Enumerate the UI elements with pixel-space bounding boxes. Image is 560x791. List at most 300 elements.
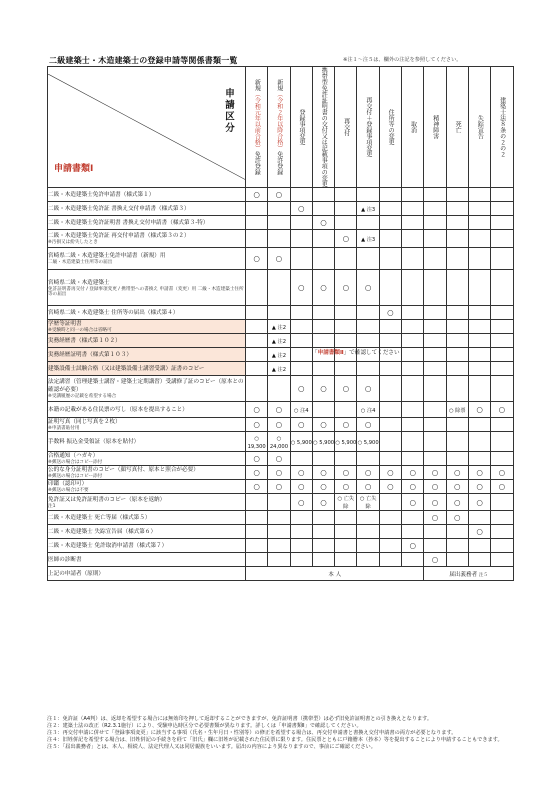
document-table [47, 66, 514, 581]
mark-cell [268, 334, 290, 348]
mark-cell [312, 216, 334, 230]
mark-cell [357, 376, 379, 402]
row-sub-note: ※郵送の場合はコピー添付 [48, 460, 103, 465]
mark-cell [335, 362, 357, 376]
mark-cell [335, 216, 357, 230]
mark-value: ○ [253, 482, 260, 491]
mark-value: ○ 5,900 [357, 439, 379, 446]
top-note: ※注１～注５は、欄外の注記を参照してください。 [343, 57, 462, 63]
section-title: 申請書類Ⅰ [54, 164, 94, 174]
mark-cell [379, 466, 401, 480]
mark-cell [312, 418, 334, 432]
reference-suffix: 」で確認してください [343, 350, 400, 356]
mark-cell [468, 539, 490, 553]
row-label-text: 実務経歴証明書（様式第１０３） [48, 351, 132, 358]
mark-cell [446, 306, 468, 320]
mark-cell [357, 511, 379, 525]
mark-cell [335, 202, 357, 216]
mark-value: ○ [364, 482, 372, 491]
mark-cell [290, 452, 312, 466]
mark-cell [402, 188, 424, 202]
mark-cell [357, 539, 379, 553]
mark-cell [312, 466, 334, 480]
mark-cell [357, 248, 379, 270]
mark-cell [246, 539, 268, 553]
mark-cell [491, 418, 513, 432]
mark-value: ○ [342, 468, 350, 477]
mark-cell [312, 553, 334, 567]
row-label-text: 二級・木造建築士 免許取消申請書（様式第７） [48, 542, 168, 549]
mark-cell [268, 306, 290, 320]
mark-cell [290, 306, 312, 320]
mark-value: ○ [387, 308, 394, 317]
mark-cell [468, 432, 490, 452]
column-header-text: 住所等の変更 [387, 109, 395, 145]
mark-cell [446, 525, 468, 539]
mark-value: ○ [431, 497, 439, 507]
mark-value: ○ [297, 420, 305, 429]
column-header-text: 失踪宣告 [476, 115, 484, 139]
mark-cell [402, 466, 424, 480]
table-row [48, 402, 514, 418]
mark-value: ○ [297, 468, 305, 477]
mark-value: ○ [320, 283, 327, 292]
mark-cell [357, 418, 379, 432]
mark-cell [379, 376, 401, 402]
footnote: 注３：再交付申請に併せて「登録事項変更」に該当する事項（氏名・生年月日・性別等）の修正を希望する場合は、再交付申請書と書換え交付申請書の両方が必要となります。 [47, 730, 457, 736]
footnote: 注１：免許証（A4判）は、返却を希望する場合には無効印を押して返却することができますが、免許証明書（携帯型）は必ず旧免許証明書との引き換えとなります。 [47, 716, 433, 722]
mark-value: ○ [253, 468, 260, 477]
mark-cell [491, 270, 513, 306]
table-row [48, 202, 514, 216]
mark-cell [246, 494, 268, 511]
row-label [48, 480, 246, 494]
mark-cell [402, 306, 424, 320]
mark-cell [335, 402, 357, 418]
mark-cell [357, 402, 379, 418]
mark-cell [268, 188, 290, 202]
mark-cell [335, 376, 357, 402]
mark-cell [335, 230, 357, 248]
mark-cell [268, 320, 290, 334]
mark-cell [424, 334, 446, 348]
mark-value: ○ [454, 482, 461, 491]
column-header-text: 再交付 [342, 118, 350, 136]
mark-cell [468, 511, 490, 525]
mark-cell [402, 511, 424, 525]
mark-cell [491, 376, 513, 402]
mark-cell [468, 248, 490, 270]
mark-cell [424, 402, 446, 418]
mark-cell [402, 202, 424, 216]
mark-cell [446, 362, 468, 376]
mark-cell [268, 270, 290, 306]
row-label-text: 実務経歴書（様式第１０２） [48, 337, 121, 344]
mark-value: ○ 除票 [449, 407, 466, 414]
mark-cell [446, 452, 468, 466]
column-header-text: 取消 [409, 121, 417, 133]
mark-cell [335, 525, 357, 539]
mark-value: ○ [431, 555, 439, 564]
mark-cell [491, 480, 513, 494]
row-label [48, 432, 246, 452]
mark-cell [379, 362, 401, 376]
mark-cell [290, 320, 312, 334]
mark-value: ○ [409, 482, 416, 491]
mark-value: ○ [454, 497, 461, 507]
row-label-text: 宮崎県二級・木造建築士免許申請書（新規）用 [48, 253, 166, 259]
mark-cell [312, 480, 334, 494]
table-row [48, 466, 514, 480]
row-label-text: 二級・木造建築士 失踪宣告届（様式第６） [48, 528, 157, 535]
mark-cell [468, 348, 490, 362]
row-label [48, 306, 246, 320]
mark-cell [290, 418, 312, 432]
mark-cell [290, 188, 312, 202]
mark-value: ○ 5,900 [290, 439, 312, 446]
mark-cell [335, 320, 357, 334]
table-row [48, 362, 514, 376]
mark-value: ○ [431, 482, 439, 491]
table-row [48, 230, 514, 248]
column-header [468, 67, 490, 188]
column-header-text: 新規 [253, 79, 261, 91]
mark-cell [446, 494, 468, 511]
mark-cell [268, 202, 290, 216]
table-row [48, 348, 514, 362]
mark-cell [424, 376, 446, 402]
mark-cell [424, 188, 446, 202]
column-header [446, 67, 468, 188]
row-label [48, 511, 246, 525]
mark-cell [424, 230, 446, 248]
mark-cell [424, 525, 446, 539]
mark-cell [246, 432, 268, 452]
mark-value: ○ [476, 405, 483, 414]
mark-value: ○ [275, 190, 283, 199]
mark-cell [357, 188, 379, 202]
mark-cell [357, 553, 379, 567]
mark-cell [268, 525, 290, 539]
mark-cell [379, 525, 401, 539]
mark-cell [335, 248, 357, 270]
mark-cell [312, 334, 334, 348]
mark-cell [424, 202, 446, 216]
column-header [312, 67, 334, 188]
mark-cell [446, 418, 468, 432]
mark-cell [312, 432, 334, 452]
mark-cell [246, 202, 268, 216]
mark-cell [357, 334, 379, 348]
applicant-self: 本 人 [246, 567, 424, 581]
mark-value: ○ [320, 218, 327, 227]
column-header [379, 67, 401, 188]
row-label [48, 452, 246, 466]
mark-value: ○ 亡失除 [359, 496, 377, 510]
mark-cell [335, 188, 357, 202]
mark-value: ○ [275, 468, 283, 477]
footnotes [47, 716, 513, 751]
mark-value: ▲ 注2 [271, 338, 287, 345]
mark-cell [446, 348, 468, 362]
row-label [48, 553, 246, 567]
mark-cell [335, 494, 357, 511]
mark-cell [290, 216, 312, 230]
mark-cell [446, 270, 468, 306]
mark-value: ○ [275, 254, 283, 263]
row-label-text: 公的な身分証明書のコピー（顔写真付、原本と照合が必要） [48, 467, 199, 473]
mark-cell [246, 216, 268, 230]
row-label [48, 334, 246, 348]
mark-cell [491, 362, 513, 376]
row-label [48, 188, 246, 202]
mark-cell [357, 466, 379, 480]
mark-cell [468, 188, 490, 202]
mark-cell [402, 320, 424, 334]
mark-cell [402, 348, 424, 362]
footnote: 注２：建築士法の改正（R2.3.1施行）により、受験申込時区分で必要書類が異なります。詳しくは「申請書類Ⅱ」で確認してください。 [47, 723, 362, 729]
mark-cell [268, 418, 290, 432]
mark-value: ○ [253, 405, 260, 414]
mark-value: ○ [275, 405, 283, 414]
table-row [48, 480, 514, 494]
column-header-red-text: （令和２年以降合格） [275, 91, 283, 151]
mark-cell [402, 432, 424, 452]
mark-cell [312, 494, 334, 511]
column-header-text-post: 免許登録 [253, 151, 261, 175]
mark-cell [357, 480, 379, 494]
mark-cell [246, 511, 268, 525]
mark-cell [246, 525, 268, 539]
mark-value: ○ 5,900 [313, 439, 335, 446]
column-header-text-post: 免許登録 [275, 151, 283, 175]
mark-cell [402, 525, 424, 539]
table-row [48, 511, 514, 525]
footnote: 注５：「届出義務者」とは、本人、相続人、法定代理人又は同居親族をいいます。届出の内容により異なりますので、事前にご確認ください。 [47, 744, 376, 750]
row-label [48, 362, 246, 376]
mark-value: ○ [253, 420, 260, 429]
mark-cell [379, 248, 401, 270]
mark-cell [446, 511, 468, 525]
mark-cell [379, 320, 401, 334]
mark-value: ○ [476, 497, 483, 507]
mark-cell [357, 270, 379, 306]
mark-cell [491, 466, 513, 480]
mark-cell [246, 230, 268, 248]
mark-cell [468, 376, 490, 402]
row-label-text: 二級・木造建築士免許証明書 書換え交付申請書（様式第３-特） [48, 219, 209, 226]
mark-cell [402, 553, 424, 567]
mark-cell [468, 362, 490, 376]
mark-cell [312, 306, 334, 320]
mark-cell [468, 452, 490, 466]
mark-cell [290, 376, 312, 402]
mark-cell [491, 553, 513, 567]
table-row [48, 216, 514, 230]
mark-cell [290, 362, 312, 376]
mark-cell [446, 230, 468, 248]
row-label-text: 手数料 振込金受領証（原本を貼付） [48, 438, 140, 445]
mark-cell [335, 432, 357, 452]
mark-value: ○ 24,000 [269, 435, 289, 450]
mark-value: ▲ 注3 [361, 206, 376, 213]
mark-cell [335, 452, 357, 466]
mark-value: ○ [387, 468, 394, 477]
column-header [424, 67, 446, 188]
mark-cell [491, 539, 513, 553]
mark-cell [402, 270, 424, 306]
mark-cell [335, 270, 357, 306]
row-label-text: 医師の診断書 [48, 556, 82, 563]
row-label-text: 印鑑（認印可） [48, 481, 88, 487]
mark-value: ○ [342, 420, 350, 429]
mark-cell [446, 202, 468, 216]
mark-value: ▲ 注2 [271, 352, 287, 359]
shinsei-kubun-label: 申請区分 [223, 88, 234, 134]
row-label [48, 418, 246, 432]
mark-value: ○ [476, 468, 483, 477]
mark-value: ○ [498, 468, 506, 477]
mark-cell [379, 334, 401, 348]
row-label-text: 免許証又は免許証明書のコピー（原本を返納） [48, 496, 166, 503]
mark-cell [246, 466, 268, 480]
mark-cell [468, 525, 490, 539]
mark-cell [246, 402, 268, 418]
mark-cell [446, 216, 468, 230]
mark-cell [446, 320, 468, 334]
mark-cell [468, 466, 490, 480]
column-header [357, 67, 379, 188]
mark-cell [424, 432, 446, 452]
mark-value: ▲ 注3 [361, 236, 376, 243]
mark-cell [290, 432, 312, 452]
mark-cell [312, 202, 334, 216]
mark-cell [335, 539, 357, 553]
row-sub-note: ※受講履歴の記載を希望する場合 [48, 394, 117, 399]
row-sub-note: ※受験時と同一の場合は省略可 [48, 328, 112, 333]
mark-cell [268, 402, 290, 418]
table-row [48, 188, 514, 202]
row-label-text: 二級・木造建築士 死亡等届（様式第５） [48, 514, 151, 521]
mark-cell [379, 402, 401, 418]
mark-value: ○ [498, 405, 506, 414]
mark-cell [246, 320, 268, 334]
mark-cell [424, 539, 446, 553]
mark-cell [268, 494, 290, 511]
mark-cell [379, 188, 401, 202]
mark-value: ○ [409, 541, 416, 550]
mark-cell [312, 362, 334, 376]
row-label [48, 494, 246, 511]
mark-cell [246, 480, 268, 494]
mark-value: ○ [297, 497, 305, 507]
mark-cell [468, 494, 490, 511]
mark-value: ○ [320, 482, 327, 491]
mark-value: ○ [275, 454, 283, 463]
mark-cell [290, 334, 312, 348]
mark-cell [357, 362, 379, 376]
row-label-text: 本籍の記載がある住民票の写し（原本を提出すること） [48, 406, 188, 413]
row-label [48, 216, 246, 230]
mark-cell [357, 306, 379, 320]
column-header-text: 登録事項変更 [297, 109, 305, 145]
mark-value: ○ [454, 513, 461, 522]
mark-value: ○ [431, 513, 439, 522]
table-row [48, 306, 514, 320]
mark-cell [357, 525, 379, 539]
mark-cell [246, 452, 268, 466]
mark-cell [402, 230, 424, 248]
row-label [48, 248, 246, 270]
row-label-text: 宮崎県二級・木造建築士 住所等の届出（様式第４） [48, 309, 179, 316]
mark-cell [246, 553, 268, 567]
row-sub-note: ※汚損又は紛失したとき [48, 240, 98, 245]
mark-cell [446, 553, 468, 567]
mark-cell [246, 376, 268, 402]
mark-cell [268, 348, 290, 362]
row-label [48, 348, 246, 362]
row-label [48, 539, 246, 553]
column-header-text: 精神障害 [431, 115, 439, 139]
mark-value: ○ [297, 204, 305, 213]
reference-link-text[interactable]: 申請書類Ⅱ [317, 350, 344, 356]
mark-cell [468, 270, 490, 306]
column-header [268, 67, 290, 188]
mark-cell [491, 248, 513, 270]
mark-cell [268, 511, 290, 525]
mark-value: ○ [275, 482, 283, 491]
mark-cell [379, 494, 401, 511]
corner-cell [48, 67, 246, 188]
mark-cell [312, 248, 334, 270]
column-header-text: 死亡 [454, 121, 462, 133]
mark-cell [290, 402, 312, 418]
mark-cell [402, 418, 424, 432]
mark-cell [424, 248, 446, 270]
mark-cell [246, 418, 268, 432]
mark-cell [357, 216, 379, 230]
mark-cell [402, 248, 424, 270]
mark-cell [424, 418, 446, 432]
mark-cell [246, 306, 268, 320]
mark-cell [312, 452, 334, 466]
mark-cell [268, 248, 290, 270]
row-label-text: 合格通知（ハガキ） [48, 453, 99, 459]
mark-cell [491, 216, 513, 230]
mark-cell [312, 402, 334, 418]
row-label-text: 二級・木造建築士免許申請書（様式第１） [48, 191, 155, 198]
row-label-text: 二級・木造建築士免許証 再交付申請書（様式第３の２） [48, 233, 190, 239]
mark-value: ○ [364, 384, 372, 393]
mark-cell [335, 334, 357, 348]
mark-cell [312, 188, 334, 202]
mark-value: ○ [297, 384, 305, 393]
mark-cell [468, 230, 490, 248]
mark-value: ○ [409, 468, 416, 477]
mark-value: ○ [253, 454, 260, 463]
mark-cell [290, 270, 312, 306]
mark-cell [491, 306, 513, 320]
mark-cell [379, 270, 401, 306]
mark-cell [446, 188, 468, 202]
mark-cell [491, 320, 513, 334]
mark-cell [290, 348, 312, 362]
mark-value: ○ [320, 497, 327, 507]
mark-cell [379, 418, 401, 432]
mark-cell [468, 202, 490, 216]
mark-cell [268, 376, 290, 402]
mark-value: ○ [431, 468, 439, 477]
